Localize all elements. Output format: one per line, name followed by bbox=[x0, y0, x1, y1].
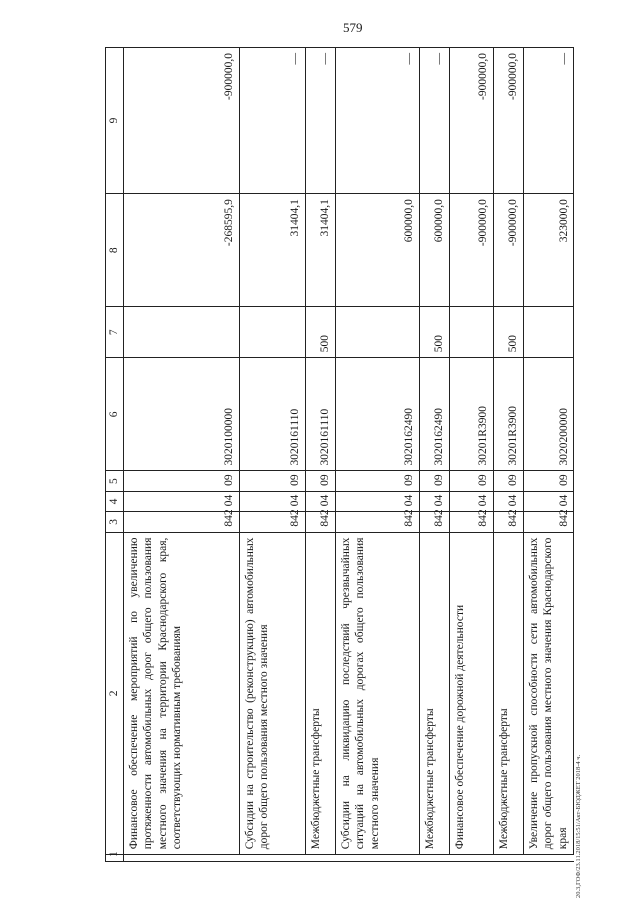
col-header-7: 7 bbox=[106, 307, 124, 358]
row-name: Финансовое обеспечение мероприятий по увеличению протяженности автомобильных дорог общего пользования местного значения на территории Краснодарского края, соответствующих нормативным требованиям bbox=[123, 532, 239, 855]
cell-c8: -900000,0 bbox=[493, 194, 523, 307]
col-header-2: 2 bbox=[106, 532, 124, 855]
cell-c4: 04 bbox=[335, 491, 419, 511]
table-row bbox=[523, 48, 574, 862]
cell-c3: 842 bbox=[239, 512, 305, 532]
cell-c4: 04 bbox=[123, 491, 239, 511]
cell-c8: 600000,0 bbox=[335, 194, 419, 307]
col-header-5: 5 bbox=[106, 471, 124, 491]
cell-c4: 04 bbox=[419, 491, 449, 511]
table-row bbox=[419, 48, 449, 862]
cell-c6: 30201R3900 bbox=[493, 358, 523, 471]
page-number: 579 bbox=[343, 20, 363, 35]
col-header-9: 9 bbox=[106, 48, 124, 194]
row-name: Межбюджетные трансферты bbox=[493, 532, 523, 855]
table-row bbox=[335, 48, 419, 862]
cell-c3: 842 bbox=[305, 512, 335, 532]
cell-c7 bbox=[239, 307, 305, 358]
cell-c6: 3020162490 bbox=[335, 358, 419, 471]
table-row bbox=[493, 48, 523, 862]
table-row bbox=[305, 48, 335, 862]
row-name: Межбюджетные трансферты bbox=[305, 532, 335, 855]
col-header-4: 4 bbox=[106, 491, 124, 511]
cell-c3: 842 bbox=[449, 512, 493, 532]
cell-c3: 842 bbox=[523, 512, 574, 532]
col-header-6: 6 bbox=[106, 358, 124, 471]
row-name: Субсидии на ликвидацию последствий чрезвычайных ситуаций на автомобильных дорогах общего пользования местного значения bbox=[335, 532, 419, 855]
cell-c8: 31404,1 bbox=[239, 194, 305, 307]
col-header-1: 1 bbox=[106, 855, 124, 862]
cell-c9: -900000,0 bbox=[123, 48, 239, 194]
cell-c8: 600000,0 bbox=[419, 194, 449, 307]
table-row bbox=[449, 48, 493, 862]
cell-c5: 09 bbox=[123, 471, 239, 491]
cell-c6: 3020161110 bbox=[305, 358, 335, 471]
cell-c4: 04 bbox=[523, 491, 574, 511]
cell-c6: 3020200000 bbox=[523, 358, 574, 471]
row-name: Межбюджетные трансферты bbox=[419, 532, 449, 855]
cell-c8: 323000,0 bbox=[523, 194, 574, 307]
cell-c6: 3020100000 bbox=[123, 358, 239, 471]
cell-c6: 3020162490 bbox=[419, 358, 449, 471]
cell-c9: — bbox=[419, 48, 449, 194]
cell-c9: — bbox=[335, 48, 419, 194]
document-footer-note: 20.3,ГОФ/23.11.2018/15:51/Акт-БЮДЖЕТ 2018-4 ч. bbox=[575, 754, 582, 898]
cell-c5: 09 bbox=[449, 471, 493, 491]
table-row bbox=[239, 48, 305, 862]
cell-c4: 04 bbox=[449, 491, 493, 511]
row-name: Субсидии на строительство (реконструкцию) автомобильных дорог общего пользования местного значения bbox=[239, 532, 305, 855]
cell-c9: — bbox=[305, 48, 335, 194]
col-header-8: 8 bbox=[106, 194, 124, 307]
cell-c8: -900000,0 bbox=[449, 194, 493, 307]
cell-c3: 842 bbox=[335, 512, 419, 532]
cell-c4: 04 bbox=[305, 491, 335, 511]
table-header-row bbox=[106, 48, 124, 862]
cell-c5: 09 bbox=[493, 471, 523, 491]
cell-c7 bbox=[335, 307, 419, 358]
budget-table bbox=[105, 47, 574, 862]
cell-c5: 09 bbox=[419, 471, 449, 491]
cell-c7 bbox=[123, 307, 239, 358]
cell-c3: 842 bbox=[123, 512, 239, 532]
cell-c5: 09 bbox=[523, 471, 574, 491]
cell-c3: 842 bbox=[493, 512, 523, 532]
cell-c7 bbox=[523, 307, 574, 358]
cell-c7: 500 bbox=[305, 307, 335, 358]
cell-c6: 3020161110 bbox=[239, 358, 305, 471]
row-name: Увеличение пропускной способности сети автомобильных дорог общего пользования местного значения Краснодарского края bbox=[523, 532, 574, 855]
cell-c9: — bbox=[523, 48, 574, 194]
cell-c9: -900000,0 bbox=[449, 48, 493, 194]
cell-c7 bbox=[449, 307, 493, 358]
col-header-3: 3 bbox=[106, 512, 124, 532]
row-name: Финансовое обеспечение дорожной деятельности bbox=[449, 532, 493, 855]
cell-c5: 09 bbox=[305, 471, 335, 491]
budget-table-rotated bbox=[105, 47, 570, 862]
cell-c3: 842 bbox=[419, 512, 449, 532]
cell-c8: 31404,1 bbox=[305, 194, 335, 307]
cell-c5: 09 bbox=[239, 471, 305, 491]
table-row bbox=[123, 48, 239, 862]
cell-c6: 30201R3900 bbox=[449, 358, 493, 471]
cell-c9: — bbox=[239, 48, 305, 194]
cell-c8: -268595,9 bbox=[123, 194, 239, 307]
cell-c4: 04 bbox=[493, 491, 523, 511]
cell-c7: 500 bbox=[493, 307, 523, 358]
cell-c7: 500 bbox=[419, 307, 449, 358]
cell-c9: -900000,0 bbox=[493, 48, 523, 194]
cell-c5: 09 bbox=[335, 471, 419, 491]
cell-c4: 04 bbox=[239, 491, 305, 511]
